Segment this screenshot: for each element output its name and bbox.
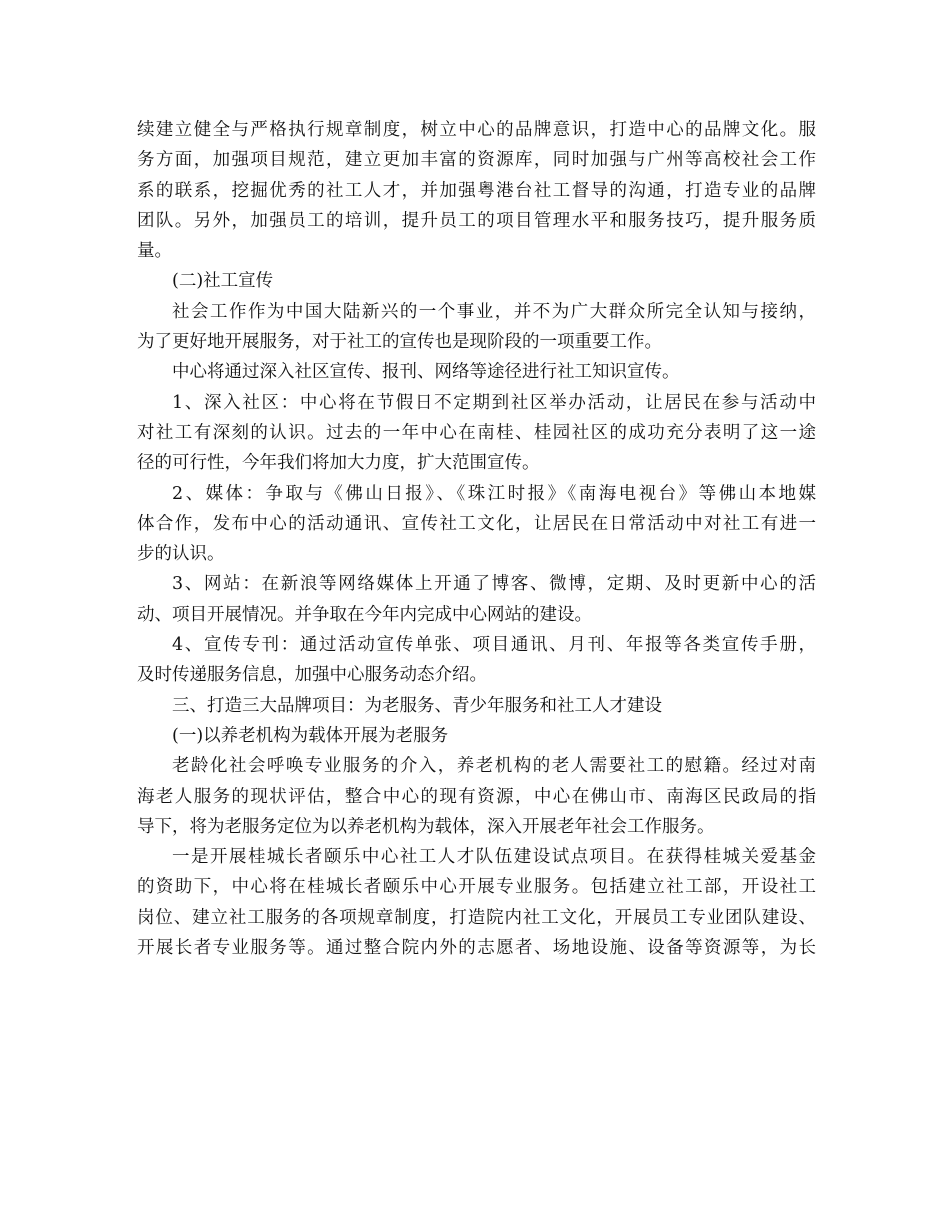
text-line: 及时传递服务信息，加强中心服务动态介绍。 (137, 665, 487, 686)
text-line: 一是开展桂城长者颐乐中心社工人才队伍建设试点项目。在获得桂城关爱基金 (172, 847, 816, 868)
text-line: 步的认识。 (137, 544, 225, 565)
text-line: 量。 (137, 241, 172, 262)
text-line: 动、项目开展情况。并争取在今年内完成中心网站的建设。 (137, 604, 592, 625)
text-line: 4、宣传专刊：通过活动宣传单张、项目通讯、月刊、年报等各类宣传手册， (172, 635, 816, 656)
text-line: 的资助下，中心将在桂城长者颐乐中心开展专业服务。包括建立社工部，开设社工 (137, 877, 816, 898)
text-line: 对社工有深刻的认识。过去的一年中心在南桂、桂园社区的成功充分表明了这一途 (137, 422, 816, 443)
text-line: 开展长者专业服务等。通过整合院内外的志愿者、场地设施、设备等资源等，为长 (137, 938, 816, 959)
text-line: 体合作，发布中心的活动通讯、宣传社工文化，让居民在日常活动中对社工有进一 (137, 513, 816, 534)
text-line: 团队。另外，加强员工的培训，提升员工的项目管理水平和服务技巧，提升服务质 (137, 210, 816, 231)
text-line: 老龄化社会呼唤专业服务的介入，养老机构的老人需要社工的慰籍。经过对南 (172, 756, 816, 777)
text-line: 为了更好地开展服务，对于社工的宣传也是现阶段的一项重要工作。 (137, 332, 662, 353)
text-line: 1、深入社区：中心将在节假日不定期到社区举办活动，让居民在参与活动中 (172, 392, 816, 413)
text-line: 2、媒体：争取与《佛山日报》、《珠江时报》《南海电视台》等佛山本地媒 (172, 483, 816, 504)
text-line: 务方面，加强项目规范，建立更加丰富的资源库，同时加强与广州等高校社会工作 (137, 150, 816, 171)
text-line: 中心将通过深入社区宣传、报刊、网络等途径进行社工知识宣传。 (172, 362, 680, 383)
text-line: 3、网站：在新浪等网络媒体上开通了博客、微博，定期、及时更新中心的活 (172, 574, 816, 595)
text-line: 系的联系，挖掘优秀的社工人才，并加强粤港台社工督导的沟通，打造专业的品牌 (137, 180, 816, 201)
text-line: 海老人服务的现状评估，整合中心的现有资源，中心在佛山市、南海区民政局的指 (137, 786, 816, 807)
document-body (137, 115, 816, 963)
text-line: 导下，将为老服务定位为以养老机构为载体，深入开展老年社会工作服务。 (137, 816, 715, 837)
text-line: 社会工作作为中国大陆新兴的一个事业，并不为广大群众所完全认知与接纳， (172, 301, 816, 322)
text-line: 三、打造三大品牌项目：为老服务、青少年服务和社工人才建设 (172, 695, 662, 716)
text-line: 岗位、建立社工服务的各项规章制度，打造院内社工文化，开展员工专业团队建设、 (137, 907, 816, 928)
text-line: 径的可行性，今年我们将加大力度，扩大范围宣传。 (137, 453, 540, 474)
text-line: (一)以养老机构为载体开展为老服务 (172, 725, 449, 746)
text-line: (二)社工宣传 (172, 271, 274, 292)
text-line: 续建立健全与严格执行规章制度，树立中心的品牌意识，打造中心的品牌文化。服 (137, 120, 816, 140)
